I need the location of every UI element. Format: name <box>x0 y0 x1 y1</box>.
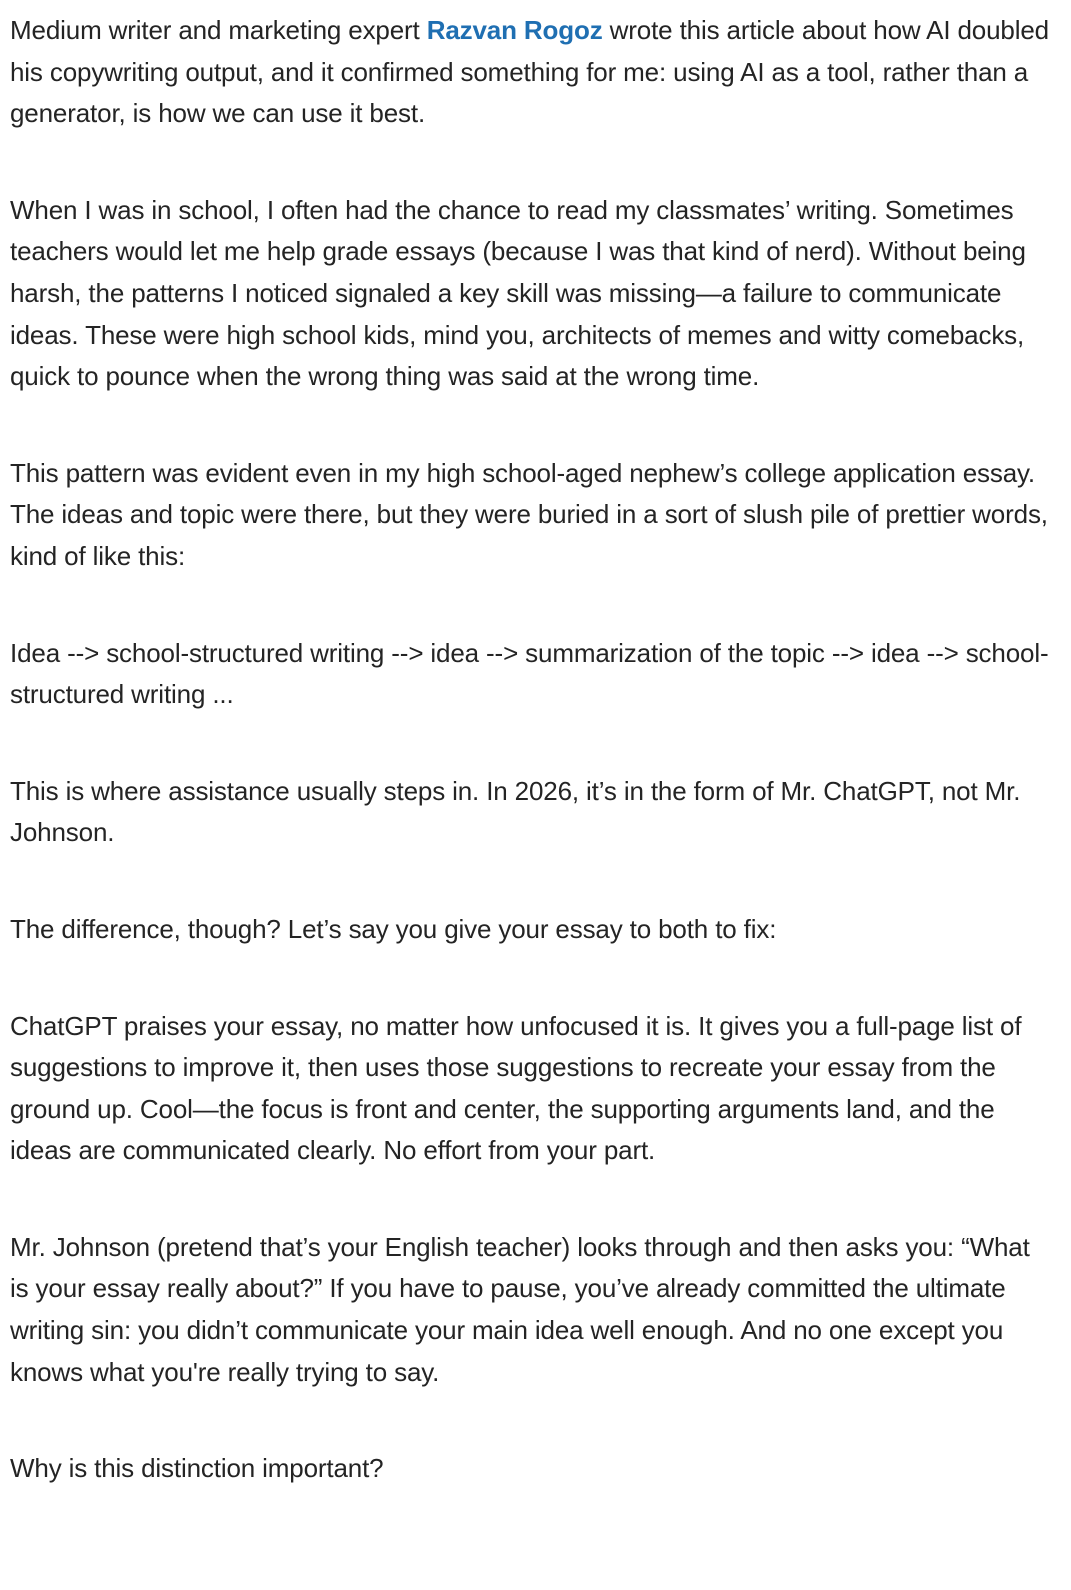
paragraph-difference: The difference, though? Let’s say you give your essay to both to fix: <box>10 913 777 944</box>
paragraph-question: Why is this distinction important? <box>10 1453 384 1484</box>
paragraph-assistance: This is where assistance usually steps in. In 2026, it’s in the form of Mr. ChatGPT, not Mr. Johnson. <box>10 775 1021 848</box>
paragraph-pattern: Idea --> school-structured writing --> idea --> summarization of the topic --> idea --> school-structured writing ... <box>10 637 1049 710</box>
paragraph-chatgpt: ChatGPT praises your essay, no matter how unfocused it is. It gives you a full-page list of suggestions to improve it, then uses those suggestions to recreate your essay from the ground up. Cool—the focus is front and center, the supporting arguments land, and the ideas are communicated clearly. No effort from your part. <box>10 1010 1022 1166</box>
paragraph-intro <box>10 10 1050 135</box>
article-body <box>10 10 1050 1490</box>
paragraph-nephew: This pattern was evident even in my high school-aged nephew’s college application essay. The ideas and topic were there, but they were buried in a sort of slush pile of prettier words, kind of like this: <box>10 457 1048 571</box>
intro-text-before: Medium writer and marketing expert <box>10 15 427 45</box>
paragraph-school: When I was in school, I often had the chance to read my classmates’ writing. Sometimes teachers would let me help grade essays (because I was that kind of nerd). Without being harsh, the patterns I noticed signaled a key skill was missing—a failure to communicate ideas. These were high school kids, mind you, architects of memes and witty comebacks, quick to pounce when the wrong thing was said at the wrong time. <box>10 194 1026 392</box>
author-link[interactable]: Razvan Rogoz <box>426 15 603 45</box>
paragraph-johnson: Mr. Johnson (pretend that’s your English teacher) looks through and then asks you: “What is your essay really about?” If you have to pause, you’ve already committed the ultimate writing sin: you didn’t communicate your main idea well enough. And no one except you knows what you're really trying to say. <box>10 1231 1030 1387</box>
intro-text-after: wrote this article about how AI doubled his copywriting output, and it confirmed something for me: using AI as a tool, rather than a generator, is how we can use it best. <box>10 15 1049 129</box>
